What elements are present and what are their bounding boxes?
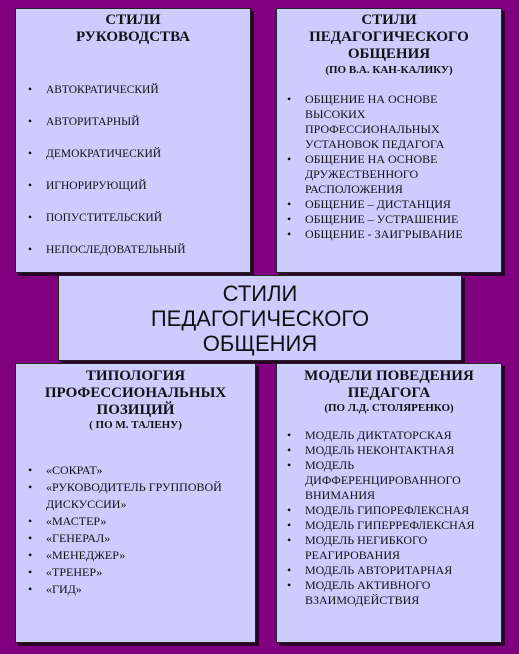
list-item <box>16 244 250 276</box>
list-item-text: «ГИД» <box>46 582 82 596</box>
list-item-text: ОБЩЕНИЕ – ДИСТАНЦИЯ <box>305 197 451 211</box>
list-item <box>16 530 255 547</box>
communication-styles-subtitle: (ПО В.А. КАН-КАЛИКУ) <box>325 64 453 76</box>
list-item <box>16 479 255 513</box>
list-item <box>277 563 497 578</box>
bullet-icon: • <box>287 212 292 226</box>
list-item-text: МОДЕЛЬ ДИФФЕРЕНЦИРОВАННОГО ВНИМАНИЯ <box>305 458 461 502</box>
list-item-text: ОБЩЕНИЕ НА ОСНОВЕ ВЫСОКИХ ПРОФЕССИОНАЛЬНЫХ УСТАНОВОК ПЕДАГОГА <box>305 92 445 151</box>
behavior-models-subtitle: (ПО Л.Д. СТОЛЯРЕНКО) <box>324 402 454 414</box>
list-item <box>277 227 497 242</box>
list-item-text: МОДЕЛЬ АКТИВНОГО ВЗАИМОДЕЙСТВИЯ <box>305 578 431 607</box>
central-topic-title: СТИЛИ ПЕДАГОГИЧЕСКОГО ОБЩЕНИЯ <box>150 280 370 356</box>
bullet-icon: • <box>287 443 292 457</box>
bullet-icon: • <box>28 463 33 477</box>
behavior-models-box <box>276 363 502 643</box>
list-item <box>16 84 250 116</box>
professional-positions-list <box>16 462 255 598</box>
management-styles-box <box>15 8 251 273</box>
list-item <box>277 428 497 443</box>
central-topic-box <box>58 275 462 361</box>
list-item <box>277 503 497 518</box>
list-item-text: ДЕМОКРАТИЧЕСКИЙ <box>46 148 162 160</box>
professional-positions-title: ТИПОЛОГИЯ ПРОФЕССИОНАЛЬНЫХ ПОЗИЦИЙ <box>44 368 227 418</box>
management-styles-list <box>16 84 250 276</box>
list-item <box>16 462 255 479</box>
list-item <box>16 513 255 530</box>
bullet-icon: • <box>287 227 292 241</box>
communication-styles-title: СТИЛИ ПЕДАГОГИЧЕСКОГО ОБЩЕНИЯ <box>309 12 469 62</box>
bullet-icon: • <box>28 180 33 192</box>
professional-positions-box <box>15 363 256 643</box>
bullet-icon: • <box>287 428 292 442</box>
list-item <box>277 443 497 458</box>
list-item <box>16 148 250 180</box>
bullet-icon: • <box>28 582 33 596</box>
communication-styles-list <box>277 92 501 242</box>
list-item-text: ПОПУСТИТЕЛЬСКИЙ <box>46 212 163 224</box>
list-item <box>16 212 250 244</box>
list-item-text: АВТОРИТАРНЫЙ <box>46 116 140 128</box>
bullet-icon: • <box>28 148 33 160</box>
list-item-text: «РУКОВОДИТЕЛЬ ГРУППОВОЙ ДИСКУССИИ» <box>46 480 222 511</box>
list-item <box>277 212 497 227</box>
bullet-icon: • <box>287 563 292 577</box>
bullet-icon: • <box>287 197 292 211</box>
list-item-text: ОБЩЕНИЕ – УСТРАШЕНИЕ <box>305 212 459 226</box>
management-styles-title: СТИЛИ РУКОВОДСТВА <box>76 12 190 45</box>
list-item-text: АВТОКРАТИЧЕСКИЙ <box>46 84 159 96</box>
list-item-text: ИГНОРИРУЮЩИЙ <box>46 180 147 192</box>
bullet-icon: • <box>287 458 292 472</box>
list-item-text: «ГЕНЕРАЛ» <box>46 531 111 545</box>
bullet-icon: • <box>287 92 292 106</box>
list-item <box>16 547 255 564</box>
list-item-text: «МЕНЕДЖЕР» <box>46 548 126 562</box>
list-item-text: МОДЕЛЬ ГИПЕРРЕФЛЕКСНАЯ <box>305 518 475 532</box>
bullet-icon: • <box>28 565 33 579</box>
list-item <box>277 92 497 152</box>
list-item <box>277 152 497 197</box>
bullet-icon: • <box>287 152 292 166</box>
bullet-icon: • <box>28 212 33 224</box>
communication-styles-box <box>276 8 502 273</box>
bullet-icon: • <box>28 84 33 96</box>
list-item-text: МОДЕЛЬ АВТОРИТАРНАЯ <box>305 563 453 577</box>
bullet-icon: • <box>28 480 33 494</box>
bullet-icon: • <box>287 518 292 532</box>
behavior-models-list <box>277 428 501 608</box>
professional-positions-subtitle: ( ПО М. ТАЛЕНУ) <box>89 419 182 431</box>
bullet-icon: • <box>287 578 292 592</box>
list-item <box>277 578 497 608</box>
list-item-text: МОДЕЛЬ НЕКОНТАКТНАЯ <box>305 443 455 457</box>
list-item <box>277 458 497 503</box>
list-item <box>16 564 255 581</box>
list-item-text: МОДЕЛЬ НЕГИБКОГО РЕАГИРОВАНИЯ <box>305 533 428 562</box>
list-item-text: МОДЕЛЬ ГИПОРЕФЛЕКСНАЯ <box>305 503 470 517</box>
list-item-text: «МАСТЕР» <box>46 514 107 528</box>
bullet-icon: • <box>28 116 33 128</box>
list-item-text: «СОКРАТ» <box>46 463 103 477</box>
list-item <box>277 518 497 533</box>
bullet-icon: • <box>28 244 33 256</box>
list-item-text: НЕПОСЛЕДОВАТЕЛЬНЫЙ <box>46 244 186 256</box>
bullet-icon: • <box>28 548 33 562</box>
list-item <box>277 533 497 563</box>
list-item <box>16 180 250 212</box>
list-item <box>16 116 250 148</box>
bullet-icon: • <box>287 533 292 547</box>
bullet-icon: • <box>28 514 33 528</box>
bullet-icon: • <box>28 531 33 545</box>
list-item-text: МОДЕЛЬ ДИКТАТОРСКАЯ <box>305 428 452 442</box>
list-item <box>277 197 497 212</box>
list-item <box>16 581 255 598</box>
behavior-models-title: МОДЕЛИ ПОВЕДЕНИЯ ПЕДАГОГА <box>304 368 474 401</box>
list-item-text: ОБЩЕНИЕ НА ОСНОВЕ ДРУЖЕСТВЕННОГО РАСПОЛОЖЕНИЯ <box>305 152 438 196</box>
bullet-icon: • <box>287 503 292 517</box>
list-item-text: ОБЩЕНИЕ - ЗАИГРЫВАНИЕ <box>305 227 463 241</box>
list-item-text: «ТРЕНЕР» <box>46 565 103 579</box>
